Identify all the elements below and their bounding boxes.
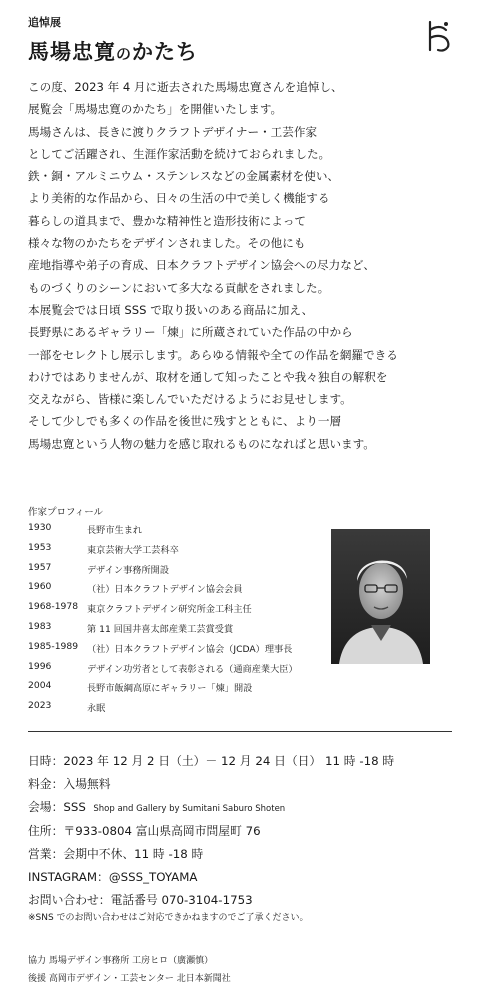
exhibition-label: 追悼展 <box>28 16 61 29</box>
timeline-text: 東京芸術大学工芸科卒 <box>87 544 179 556</box>
title-katachi: かたち <box>132 40 199 64</box>
event-hours: 営業：会期中不休、11 時 -18 時 <box>28 846 204 861</box>
timeline-year: 1985-1989 <box>28 640 79 652</box>
intro-line: ものづくりのシーンにおいて多大なる貢献をされました。 <box>28 280 330 295</box>
event-address: 住所：〒933-0804 富山県高岡市問屋町 76 <box>28 823 261 838</box>
credits <box>28 953 231 988</box>
venue-label: 会場：SSS <box>28 800 86 815</box>
event-dates: 日時：2023 年 12 月 2 日（土）－ 12 月 24 日（日） 11 時 -18 時 <box>28 754 395 768</box>
intro-line: そして少しでも多くの作品を後世に残すとともに、より一層 <box>28 414 342 429</box>
timeline-year: 1930 <box>28 522 52 533</box>
timeline-text: デザイン功労者として表彰される（通商産業大臣） <box>87 663 298 675</box>
timeline-text: （社）日本クラフトデザイン協会会員 <box>87 584 243 596</box>
timeline-year: 1960 <box>28 581 52 593</box>
timeline-year: 1983 <box>28 620 52 632</box>
intro-line: 馬場忠寛という人物の魅力を感じ取れるものになればと思います。 <box>28 436 375 451</box>
timeline-row <box>28 641 298 661</box>
sns-note: ※SNS でのお問い合わせはご対応できかねますのでご了承ください。 <box>28 913 309 923</box>
timeline-text: 東京クラフトデザイン研究所金工科主任 <box>87 604 252 616</box>
intro-line: 産地指導や弟子の育成、日本クラフトデザイン協会への尽力など、 <box>28 258 376 273</box>
timeline-row <box>28 601 298 621</box>
section-divider <box>28 731 452 732</box>
timeline-year: 1957 <box>28 561 52 573</box>
timeline-row <box>28 661 298 681</box>
event-contact: お問い合わせ：電話番号 070-3104-1753 <box>28 893 253 908</box>
timeline-text: 長野市飯綱高原にギャラリー「煉」開設 <box>87 683 253 695</box>
timeline-row <box>28 542 298 562</box>
logo-icon <box>420 16 456 56</box>
event-venue <box>28 798 394 821</box>
intro-line: 暮らしの道具まで、豊かな精神性と造形技術によって <box>28 213 307 228</box>
timeline-text: デザイン事務所開設 <box>87 564 170 576</box>
timeline-year: 2023 <box>28 700 52 712</box>
intro-line: 交えながら、皆様に楽しんでいただけるようにお見せします。 <box>28 392 352 407</box>
intro-line: 馬場さんは、長きに渡りクラフトデザイナー・工芸作家 <box>28 124 318 139</box>
timeline-text: 長野市生まれ <box>87 525 143 536</box>
intro-line: 長野県にあるギャラリー「煉」に所蔵されていた作品の中から <box>28 325 353 340</box>
intro-line: 展覧会「馬場忠寛のかたち」を開催いたします。 <box>28 102 283 117</box>
timeline-row <box>28 581 298 601</box>
intro-line: 一部をセレクトし展示します。あらゆる情報や全ての作品を網羅できる <box>28 347 398 362</box>
intro-line: 様々な物のかたちをデザインされました。その他にも <box>28 236 306 251</box>
credit-support: 後援 高岡市デザイン・工芸センター 北日本新聞社 <box>28 973 231 984</box>
timeline-text: 永眠 <box>87 703 106 715</box>
timeline-year: 1996 <box>28 660 52 672</box>
event-fee: 料金：入場無料 <box>28 777 111 792</box>
title-name: 馬場忠寛 <box>28 40 116 64</box>
intro-line: より美術的な作品から、日々の生活の中で美しく機能する <box>28 191 330 206</box>
timeline-row <box>28 522 298 542</box>
credit-cooperation: 協力 馬場デザイン事務所 工房ヒロ（廣瀬慎） <box>28 956 214 966</box>
timeline-year: 2004 <box>28 680 52 692</box>
timeline-year: 1953 <box>28 541 52 553</box>
profile-timeline <box>28 522 298 720</box>
intro-line: 本展覧会では日頃 SSS で取り扱いのある商品に加え、 <box>28 302 314 317</box>
timeline-text: 第 11 回国井喜太郎産業工芸賞受賞 <box>87 623 234 635</box>
intro-line: この度、2023 年 4 月に逝去された馬場忠寛さんを追悼し、 <box>28 80 343 94</box>
timeline-row <box>28 562 298 582</box>
artist-portrait <box>331 529 430 664</box>
intro-line: わけではありませんが、取材を通して知ったことや我々独自の解釈を <box>28 369 388 384</box>
event-info <box>28 752 394 914</box>
timeline-row <box>28 621 298 641</box>
timeline-row <box>28 680 298 700</box>
profile-heading: 作家プロフィール <box>28 507 104 518</box>
intro-line: 鉄・銅・アルミニウム・ステンレスなどの金属素材を使い、 <box>28 169 340 184</box>
timeline-row <box>28 700 298 720</box>
venue-subtitle: Shop and Gallery by Sumitani Saburo Shoten <box>93 804 286 815</box>
timeline-text: （社）日本クラフトデザイン協会（JCDA）理事長 <box>87 643 293 655</box>
timeline-year: 1968-1978 <box>28 601 79 613</box>
intro-text <box>28 76 458 455</box>
intro-line: としてご活躍され、生涯作家活動を続けておられました。 <box>28 146 331 161</box>
page-title <box>28 36 198 66</box>
event-instagram: INSTAGRAM：@SSS_TOYAMA <box>28 869 198 884</box>
title-particle: の <box>116 45 133 63</box>
